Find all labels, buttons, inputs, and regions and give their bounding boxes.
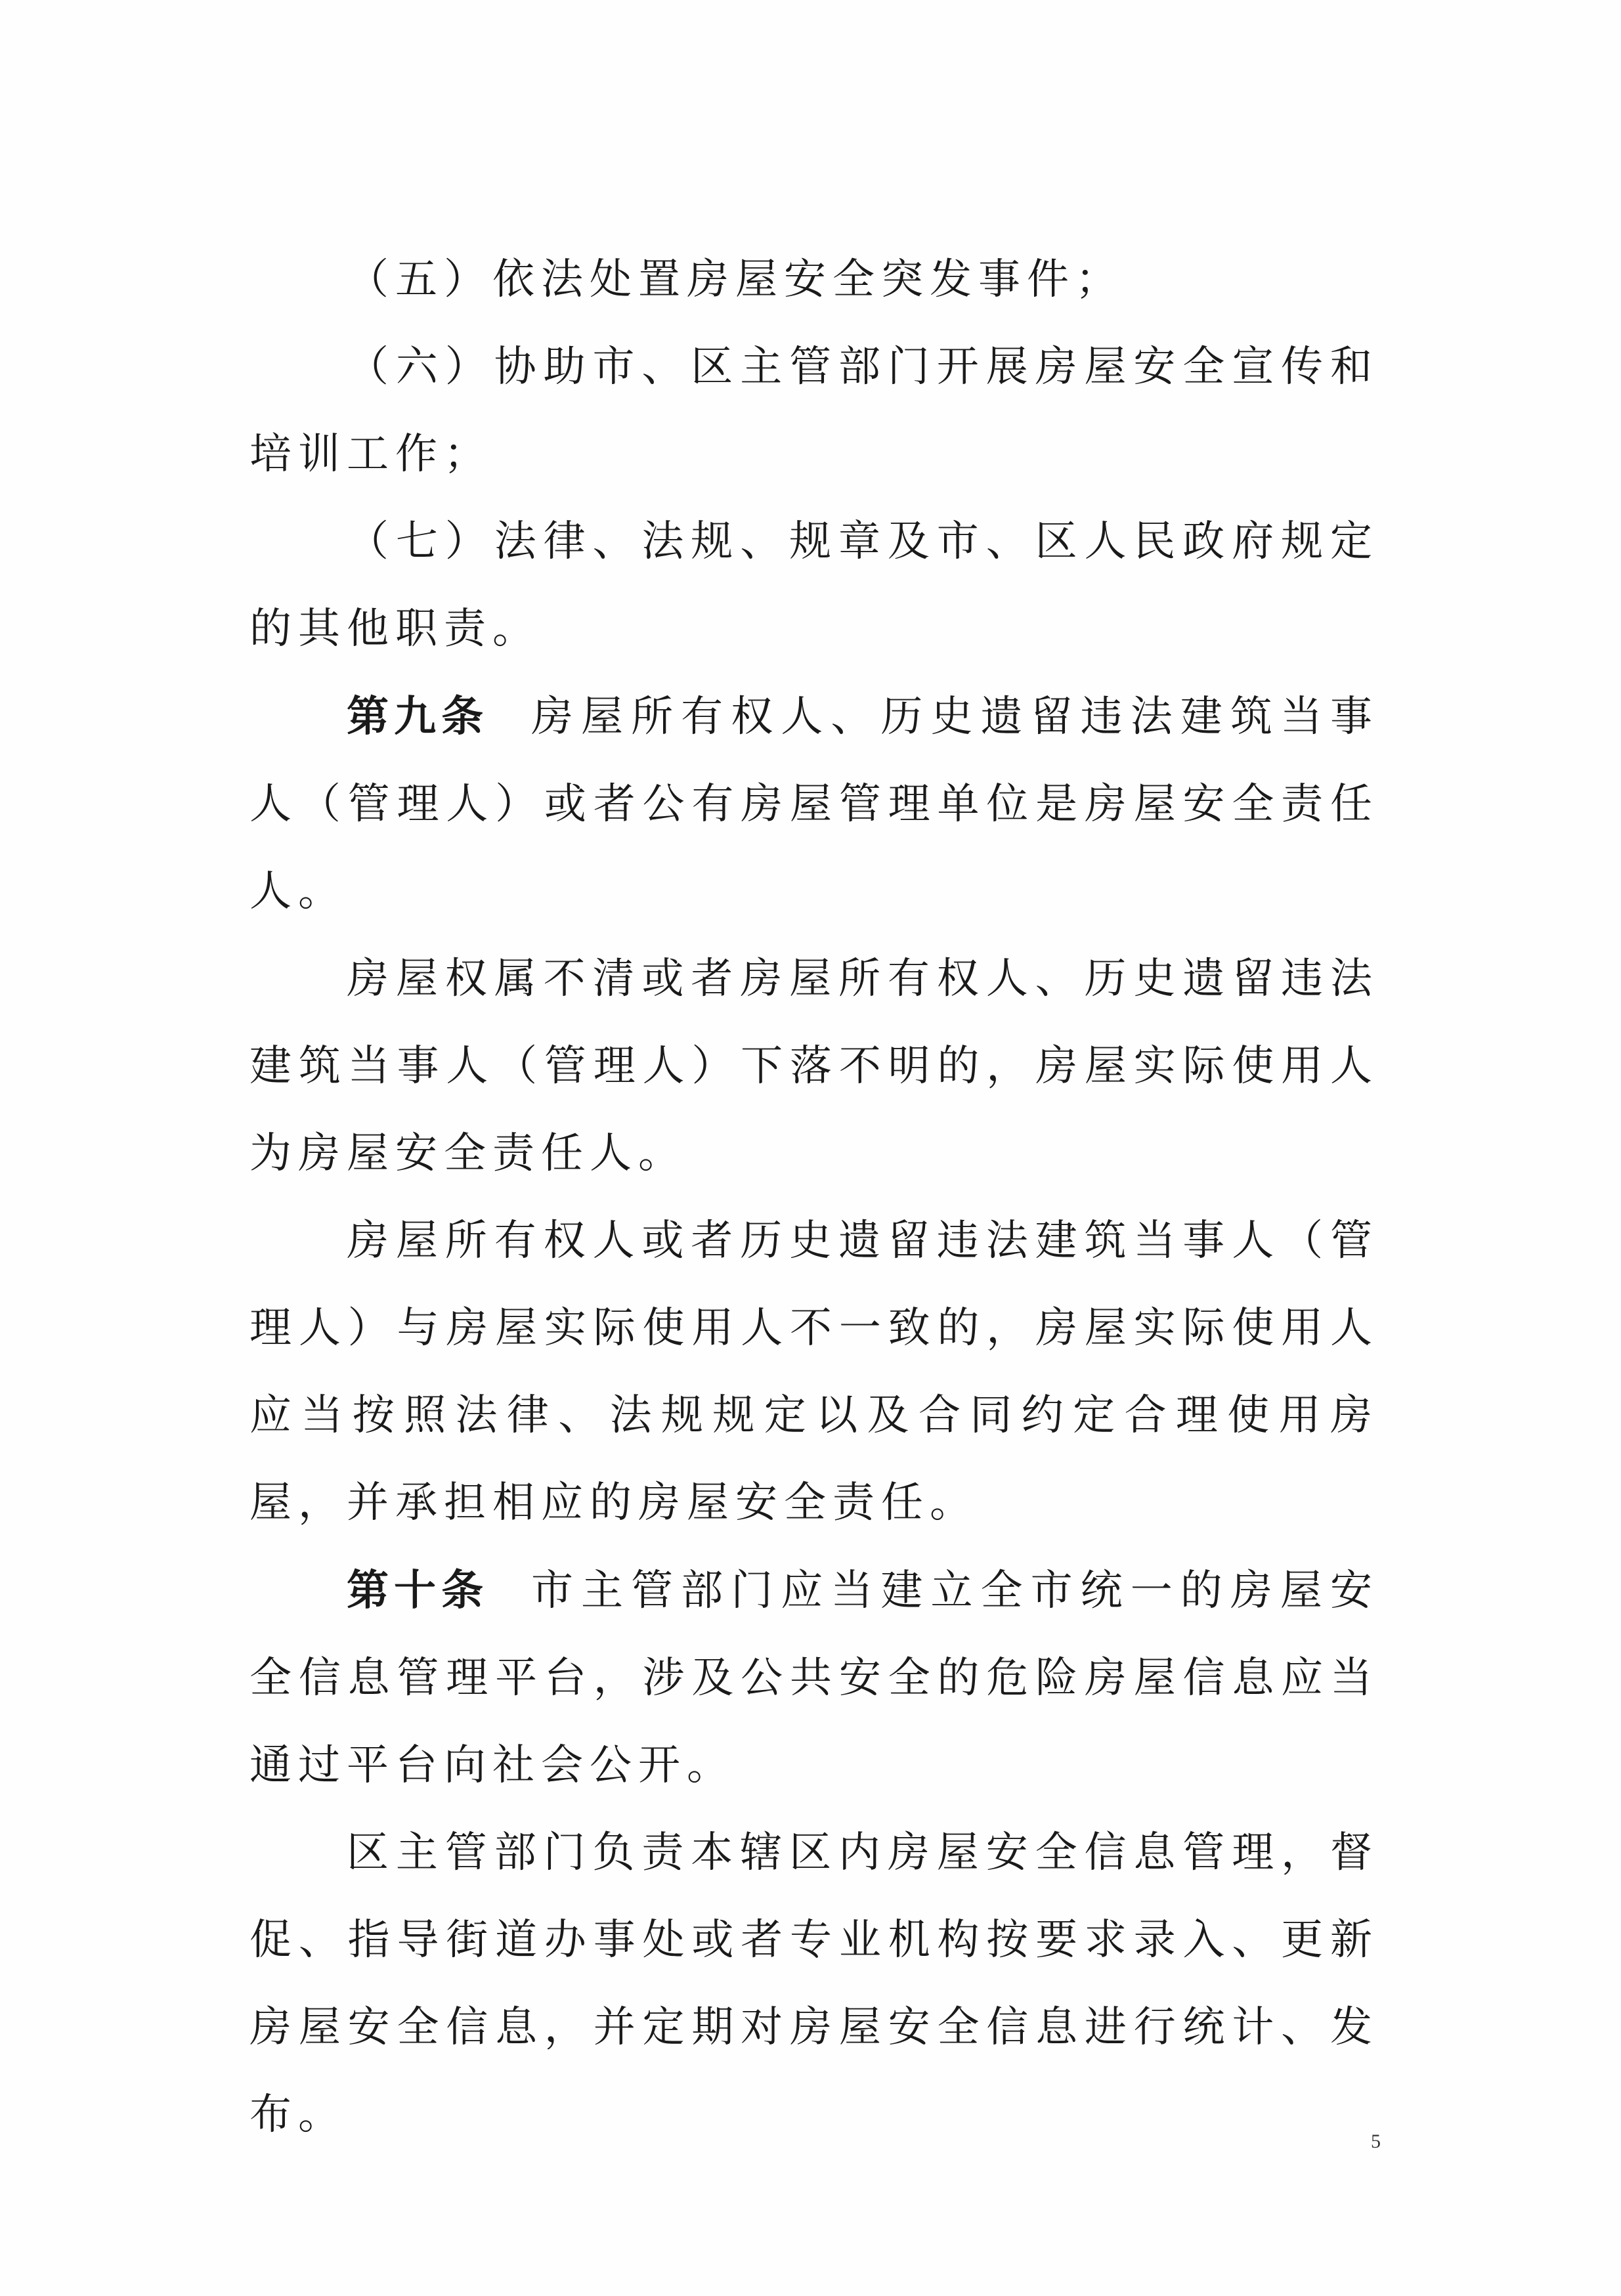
paragraph-text: 房屋权属不清或者房屋所有权人、历史遗留违法建筑当事人（管理人）下落不明的，房屋实际使用人为房屋安全责任人。 bbox=[249, 955, 1379, 1178]
paragraph-item-6 bbox=[249, 324, 1379, 498]
paragraph-text: （五）依法处置房屋安全突发事件； bbox=[347, 255, 1124, 304]
article-10-para-2 bbox=[249, 1809, 1379, 2159]
paragraph-text: 房屋所有权人或者历史遗留违法建筑当事人（管理人）与房屋实际使用人不一致的，房屋实际使用人应当按照法律、法规规定以及合同约定合理使用房屋，并承担相应的房屋安全责任。 bbox=[249, 1217, 1379, 1527]
article-9-para-2 bbox=[249, 936, 1379, 1198]
paragraph-text: 区主管部门负责本辖区内房屋安全信息管理，督促、指导街道办事处或者专业机构按要求录入、更新房屋安全信息，并定期对房屋安全信息进行统计、发布。 bbox=[249, 1829, 1379, 2139]
paragraph-text: （六）协助市、区主管部门开展房屋安全宣传和培训工作； bbox=[249, 343, 1379, 479]
paragraph-text: （七）法律、法规、规章及市、区人民政府规定的其他职责。 bbox=[249, 517, 1379, 653]
article-10 bbox=[249, 1547, 1379, 1809]
paragraph-text: 市主管部门应当建立全市统一的房屋安全信息管理平台，涉及公共安全的危险房屋信息应当通过平台向社会公开。 bbox=[249, 1567, 1379, 1790]
page-number: 5 bbox=[1371, 2131, 1381, 2152]
article-9-heading: 第九条 bbox=[347, 692, 489, 741]
article-9-para-3 bbox=[249, 1198, 1379, 1547]
article-10-heading: 第十条 bbox=[347, 1566, 489, 1615]
paragraph-item-7 bbox=[249, 498, 1379, 673]
article-9 bbox=[249, 673, 1379, 936]
body-text bbox=[249, 236, 1379, 2159]
paragraph-item-5 bbox=[249, 236, 1379, 324]
paragraph-text: 房屋所有权人、历史遗留违法建筑当事人（管理人）或者公有房屋管理单位是房屋安全责任人。 bbox=[249, 693, 1379, 916]
